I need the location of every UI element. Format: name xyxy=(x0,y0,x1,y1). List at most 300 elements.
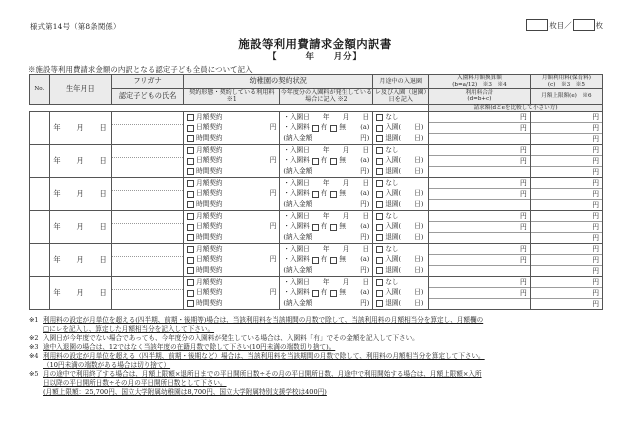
checkbox-icon-mid-in[interactable] xyxy=(376,290,383,297)
mid-in-row[interactable] xyxy=(376,156,428,166)
cell-child-name[interactable] xyxy=(112,158,183,177)
contract-daily-row[interactable] xyxy=(187,123,279,133)
amount-admission-conversion[interactable]: 円 xyxy=(429,244,530,255)
mid-none-row[interactable] xyxy=(376,212,428,222)
amount-fee-total[interactable]: 円 xyxy=(429,156,530,167)
label-yen-contract: 円 xyxy=(269,288,277,297)
checkbox-icon-fee-yes[interactable] xyxy=(312,125,319,132)
label-mid-none: なし xyxy=(385,244,399,253)
cell-left-amounts[interactable] xyxy=(429,112,531,145)
cell-furigana[interactable] xyxy=(112,211,183,224)
entry-fee-row[interactable] xyxy=(283,222,372,232)
cell-entrance-fee[interactable] xyxy=(280,178,373,211)
cell-contract-type[interactable] xyxy=(184,178,280,211)
th-spacer xyxy=(30,104,50,112)
th-monthly-fee xyxy=(530,75,602,89)
cell-right-amounts[interactable] xyxy=(530,277,602,310)
checkbox-icon-monthly[interactable] xyxy=(187,147,194,154)
amount-admission-conversion[interactable]: 円 xyxy=(429,145,530,156)
cell-contract-type[interactable] xyxy=(184,244,280,277)
payment-amount-row[interactable] xyxy=(283,233,372,243)
label-fee-mark: (a) xyxy=(360,123,370,132)
contract-hourly-row[interactable] xyxy=(187,266,279,276)
cell-left-amounts[interactable] xyxy=(429,211,531,244)
footnotes xyxy=(29,316,607,397)
label-payment-yen: 円) xyxy=(360,298,370,307)
checkbox-icon-mid-in[interactable] xyxy=(376,125,383,132)
label-mid-in: 入園( 日) xyxy=(385,156,424,165)
cell-no[interactable] xyxy=(30,277,50,310)
contract-monthly-row[interactable] xyxy=(187,245,279,255)
label-entry-date: ・入園日 年 月 日 xyxy=(283,277,370,286)
checkbox-icon-fee-yes[interactable] xyxy=(312,158,319,165)
table-row xyxy=(30,178,603,211)
cell-contract-type[interactable] xyxy=(184,145,280,178)
cell-mid-month[interactable] xyxy=(373,112,429,145)
checkbox-icon-mid-none[interactable] xyxy=(376,147,383,154)
amount-fee-total[interactable]: 円 xyxy=(429,288,530,299)
entry-date-row[interactable] xyxy=(283,278,372,288)
label-hourly-contract: 時間契約 xyxy=(196,298,223,307)
amount-monthly-fee[interactable]: 円 xyxy=(531,112,602,123)
checkbox-icon-daily[interactable] xyxy=(187,158,194,165)
cell-entrance-fee[interactable] xyxy=(280,211,373,244)
footnote-line: 入園日が今年度でない場合であっても、今年度分の入園料が発生している場合は、入園料「有」でその金額を記入して下さい。 xyxy=(43,333,419,342)
mid-none-row[interactable] xyxy=(376,179,428,189)
label-mid-in: 入園( 日) xyxy=(385,255,424,264)
cell-child-name[interactable] xyxy=(112,191,183,210)
label-fee-no: 無 xyxy=(339,156,346,165)
mid-none-row[interactable] xyxy=(376,113,428,123)
entry-date-row[interactable] xyxy=(283,212,372,222)
contract-daily-row[interactable] xyxy=(187,222,279,232)
th-spacer-3 xyxy=(112,104,184,112)
label-monthly-contract: 月額契約 xyxy=(196,145,223,154)
footnote-marker: ※1 xyxy=(29,316,39,324)
checkbox-icon-daily[interactable] xyxy=(187,191,194,198)
checkbox-icon-hourly[interactable] xyxy=(187,168,194,175)
cell-dob[interactable]: 年 月 日 xyxy=(49,112,111,145)
label-daily-contract: 日額契約 xyxy=(196,255,223,264)
cell-right-amounts[interactable] xyxy=(530,211,602,244)
mid-in-row[interactable] xyxy=(376,222,428,232)
th-monthly-fee-label: 月額利用料(保育料) xyxy=(541,75,591,81)
cell-dob[interactable]: 年 月 日 xyxy=(49,244,111,277)
th-admission-conversion xyxy=(429,75,531,89)
footnote-line: 途中入退園の場合は、12ではなく当該年度の在籍月数で除して下さい(10円未満の端数切り捨て)。 xyxy=(43,343,336,352)
cell-name[interactable] xyxy=(112,211,184,244)
label-daily-contract: 日額契約 xyxy=(196,156,223,165)
label-payment-yen: 円) xyxy=(360,166,370,175)
contract-hourly-row[interactable] xyxy=(187,200,279,210)
cell-no[interactable] xyxy=(30,211,50,244)
cell-contract-type[interactable] xyxy=(184,112,280,145)
mid-out-row[interactable] xyxy=(376,233,428,243)
checkbox-icon-daily[interactable] xyxy=(187,224,194,231)
checkbox-icon-hourly[interactable] xyxy=(187,267,194,274)
label-entry-date: ・入園日 年 月 日 xyxy=(283,145,370,154)
checkbox-icon-mid-out[interactable] xyxy=(376,234,383,241)
amount-claim[interactable]: 円 xyxy=(592,300,599,309)
label-mid-none: なし xyxy=(385,112,399,121)
amount-monthly-cap[interactable]: 円 xyxy=(531,123,602,134)
amount-admission-conversion[interactable]: 円 xyxy=(429,112,530,123)
th-contract-type-note: ※1 xyxy=(226,96,237,104)
label-payment-amount: (納入金額 xyxy=(283,232,313,241)
payment-amount-row[interactable] xyxy=(283,167,372,177)
amount-admission-conversion[interactable]: 円 xyxy=(429,178,530,189)
checkbox-icon-monthly[interactable] xyxy=(187,180,194,187)
th-contract-type-label: 契約形態・契約している利用料 xyxy=(189,89,275,97)
amount-claim-spacer xyxy=(429,266,530,276)
amount-monthly-cap[interactable]: 円 xyxy=(531,189,602,200)
label-monthly-contract: 月額契約 xyxy=(196,244,223,253)
cell-mid-month[interactable] xyxy=(373,244,429,277)
amount-claim[interactable]: 円 xyxy=(592,201,599,210)
mid-none-row[interactable] xyxy=(376,278,428,288)
label-entry-date: ・入園日 年 月 日 xyxy=(283,211,370,220)
checkbox-icon-mid-none[interactable] xyxy=(376,180,383,187)
th-fee-total-label: 利用料合計 xyxy=(465,89,494,96)
checkbox-icon-mid-in[interactable] xyxy=(376,257,383,264)
label-mid-out: 退園( 日) xyxy=(385,232,424,241)
footnote-text xyxy=(43,334,607,343)
mid-in-row[interactable] xyxy=(376,255,428,265)
label-hourly-contract: 時間契約 xyxy=(196,133,223,142)
label-fee-mark: (a) xyxy=(360,189,370,198)
cell-mid-month[interactable] xyxy=(373,277,429,310)
mid-out-row[interactable] xyxy=(376,134,428,144)
label-entry-fee: ・入園料 xyxy=(283,288,310,297)
cell-dob[interactable]: 年 月 日 xyxy=(49,277,111,310)
mid-in-row[interactable] xyxy=(376,288,428,298)
label-mid-in: 入園( 日) xyxy=(385,123,424,132)
checkbox-icon-mid-out[interactable] xyxy=(376,201,383,208)
sheet-current-box[interactable] xyxy=(526,19,548,31)
label-monthly-contract: 月額契約 xyxy=(196,277,223,286)
cell-no[interactable] xyxy=(30,244,50,277)
mid-none-row[interactable] xyxy=(376,146,428,156)
label-entry-fee: ・入園料 xyxy=(283,255,310,264)
payment-amount-row[interactable] xyxy=(283,200,372,210)
cell-entrance-fee[interactable] xyxy=(280,112,373,145)
amount-claim[interactable]: 円 xyxy=(592,168,599,177)
label-payment-amount: (納入金額 xyxy=(283,298,313,307)
cell-dob[interactable]: 年 月 日 xyxy=(49,145,111,178)
th-kindergarten-status: 幼稚園の契約状況 xyxy=(184,75,373,89)
entry-fee-row[interactable] xyxy=(283,189,372,199)
cell-name[interactable] xyxy=(112,112,184,145)
amount-fee-total[interactable]: 円 xyxy=(429,189,530,200)
claim-breakdown-table xyxy=(29,74,603,310)
cell-name[interactable] xyxy=(112,244,184,277)
cell-no[interactable] xyxy=(30,145,50,178)
label-entry-date: ・入園日 年 月 日 xyxy=(283,178,370,187)
contract-monthly-row[interactable] xyxy=(187,278,279,288)
label-mid-out: 退園( 日) xyxy=(385,166,424,175)
label-yen-contract: 円 xyxy=(269,189,277,198)
checkbox-icon-daily[interactable] xyxy=(187,125,194,132)
th-furigana: フリガナ xyxy=(112,75,184,89)
contract-monthly-row[interactable] xyxy=(187,212,279,222)
cell-child-name[interactable] xyxy=(112,224,183,243)
footnote-item xyxy=(29,370,607,396)
footnote-line: 日以降の平日開所日数÷その月の平日開所日数として下さい。 xyxy=(43,378,227,387)
label-monthly-contract: 月額契約 xyxy=(196,178,223,187)
sheet-of-label: 枚目／ xyxy=(549,20,572,30)
table-row xyxy=(30,211,603,244)
form-instruction-note: ※施設等利用費請求金額の内訳となる認定子ども全員について記入 xyxy=(28,65,253,74)
amount-monthly-fee[interactable]: 円 xyxy=(531,277,602,288)
label-payment-amount: (納入金額 xyxy=(283,199,313,208)
checkbox-icon-fee-no[interactable] xyxy=(330,224,337,231)
mid-in-row[interactable] xyxy=(376,189,428,199)
label-fee-yes: 有 xyxy=(320,156,328,165)
th-monthly-cap: 月額上限額(e) ※6 xyxy=(530,89,602,104)
checkbox-icon-hourly[interactable] xyxy=(187,135,194,142)
th-claim-amount: 請求額(dとeを比較して小さい方) xyxy=(429,104,603,112)
footnote-item xyxy=(29,352,607,369)
checkbox-icon-fee-no[interactable] xyxy=(330,125,337,132)
contract-daily-row[interactable] xyxy=(187,255,279,265)
checkbox-icon-mid-in[interactable] xyxy=(376,224,383,231)
label-entry-fee: ・入園料 xyxy=(283,222,310,231)
amount-fee-total[interactable]: 円 xyxy=(429,123,530,134)
sheet-total-box[interactable] xyxy=(573,19,595,31)
checkbox-icon-mid-in[interactable] xyxy=(376,158,383,165)
label-entry-fee: ・入園料 xyxy=(283,123,310,132)
cell-left-amounts[interactable] xyxy=(429,277,531,310)
contract-monthly-row[interactable] xyxy=(187,146,279,156)
checkbox-icon-fee-yes[interactable] xyxy=(312,290,319,297)
table-row xyxy=(30,277,603,310)
label-mid-none: なし xyxy=(385,211,399,220)
form-number: 様式第14号（第8条関係） xyxy=(30,22,121,31)
entry-date-row[interactable] xyxy=(283,146,372,156)
checkbox-icon-monthly[interactable] xyxy=(187,114,194,121)
checkbox-icon-monthly[interactable] xyxy=(187,279,194,286)
checkbox-icon-daily[interactable] xyxy=(187,290,194,297)
table-row xyxy=(30,145,603,178)
th-spacer-5 xyxy=(280,104,373,112)
checkbox-icon-mid-out[interactable] xyxy=(376,267,383,274)
contract-hourly-row[interactable] xyxy=(187,134,279,144)
th-no: No. xyxy=(30,75,50,105)
checkbox-icon-fee-yes[interactable] xyxy=(312,224,319,231)
amount-monthly-cap[interactable]: 円 xyxy=(531,222,602,233)
cell-name[interactable] xyxy=(112,277,184,310)
footnote-item xyxy=(29,334,607,343)
cell-dob[interactable]: 年 月 日 xyxy=(49,211,111,244)
footnote-line: 利用料の設定が月単位を超える（四半期、前期・後期など）場合は、当該利用料を当該期間の月数で除して、利用料の月額相当分を算定して下さい。 xyxy=(43,352,485,361)
cell-entrance-fee[interactable] xyxy=(280,145,373,178)
checkbox-icon-mid-out[interactable] xyxy=(376,300,383,307)
label-yen-contract: 円 xyxy=(269,222,277,231)
amount-monthly-fee[interactable]: 円 xyxy=(531,145,602,156)
contract-hourly-row[interactable] xyxy=(187,233,279,243)
mid-none-row[interactable] xyxy=(376,245,428,255)
checkbox-icon-monthly[interactable] xyxy=(187,213,194,220)
cell-furigana[interactable] xyxy=(112,112,183,125)
label-payment-yen: 円) xyxy=(360,265,370,274)
th-entrance-fee-label: 今年度分の入園料が発生している場合に記入 xyxy=(280,89,373,104)
cell-right-amounts[interactable] xyxy=(530,178,602,211)
checkbox-icon-mid-out[interactable] xyxy=(376,168,383,175)
checkbox-icon-mid-in[interactable] xyxy=(376,191,383,198)
label-entry-date: ・入園日 年 月 日 xyxy=(283,244,370,253)
mid-out-row[interactable] xyxy=(376,299,428,309)
contract-daily-row[interactable] xyxy=(187,189,279,199)
entry-fee-row[interactable] xyxy=(283,123,372,133)
cell-contract-type[interactable] xyxy=(184,211,280,244)
label-payment-amount: (納入金額 xyxy=(283,166,313,175)
cell-entrance-fee[interactable] xyxy=(280,277,373,310)
amount-monthly-cap[interactable]: 円 xyxy=(531,288,602,299)
checkbox-icon-mid-none[interactable] xyxy=(376,114,383,121)
entry-fee-row[interactable] xyxy=(283,156,372,166)
period-field[interactable]: 【 年 月分】 xyxy=(268,51,362,61)
label-hourly-contract: 時間契約 xyxy=(196,232,223,241)
mid-in-row[interactable] xyxy=(376,123,428,133)
label-yen-contract: 円 xyxy=(269,255,277,264)
cell-child-name[interactable] xyxy=(112,257,183,276)
payment-amount-row[interactable] xyxy=(283,134,372,144)
amount-admission-conversion[interactable]: 円 xyxy=(429,277,530,288)
checkbox-icon-mid-out[interactable] xyxy=(376,135,383,142)
checkbox-icon-fee-no[interactable] xyxy=(330,257,337,264)
cell-mid-month[interactable] xyxy=(373,145,429,178)
cell-furigana[interactable] xyxy=(112,244,183,257)
checkbox-icon-mid-none[interactable] xyxy=(376,246,383,253)
mid-out-row[interactable] xyxy=(376,200,428,210)
contract-hourly-row[interactable] xyxy=(187,167,279,177)
amount-claim[interactable]: 円 xyxy=(592,234,599,243)
checkbox-icon-fee-yes[interactable] xyxy=(312,191,319,198)
label-yen-contract: 円 xyxy=(269,156,277,165)
cell-contract-type[interactable] xyxy=(184,277,280,310)
cell-left-amounts[interactable] xyxy=(429,145,531,178)
label-fee-yes: 有 xyxy=(320,222,328,231)
label-fee-mark: (a) xyxy=(360,222,370,231)
cell-child-name[interactable] xyxy=(112,290,183,309)
cell-right-amounts[interactable] xyxy=(530,244,602,277)
table-row xyxy=(30,112,603,145)
footnote-text xyxy=(43,370,607,396)
cell-no[interactable] xyxy=(30,112,50,145)
label-hourly-contract: 時間契約 xyxy=(196,166,223,175)
entry-date-row[interactable] xyxy=(283,179,372,189)
label-entry-fee: ・入園料 xyxy=(283,156,310,165)
amount-claim-spacer xyxy=(429,233,530,243)
entry-date-row[interactable] xyxy=(283,245,372,255)
label-fee-no: 無 xyxy=(339,255,346,264)
amount-monthly-cap[interactable]: 円 xyxy=(531,255,602,266)
th-admission-conversion-formula: (b=a/12) ※3 ※4 xyxy=(452,81,507,88)
th-spacer-6 xyxy=(373,104,429,112)
cell-furigana[interactable] xyxy=(112,277,183,290)
th-dob: 生年月日 xyxy=(49,75,111,105)
contract-monthly-row[interactable] xyxy=(187,179,279,189)
cell-name[interactable] xyxy=(112,145,184,178)
cell-no[interactable] xyxy=(30,178,50,211)
checkbox-icon-fee-no[interactable] xyxy=(330,191,337,198)
label-hourly-contract: 時間契約 xyxy=(196,265,223,274)
mid-out-row[interactable] xyxy=(376,266,428,276)
checkbox-icon-mid-none[interactable] xyxy=(376,213,383,220)
checkbox-icon-fee-no[interactable] xyxy=(330,158,337,165)
checkbox-icon-daily[interactable] xyxy=(187,257,194,264)
amount-fee-total[interactable]: 円 xyxy=(429,222,530,233)
label-fee-yes: 有 xyxy=(320,189,328,198)
cell-left-amounts[interactable] xyxy=(429,178,531,211)
cell-name[interactable] xyxy=(112,178,184,211)
th-contract-type xyxy=(184,89,280,104)
amount-monthly-fee[interactable]: 円 xyxy=(531,244,602,255)
cell-right-amounts[interactable] xyxy=(530,145,602,178)
label-daily-contract: 日額契約 xyxy=(196,222,223,231)
cell-mid-month[interactable] xyxy=(373,178,429,211)
entry-date-row[interactable] xyxy=(283,113,372,123)
amount-monthly-fee[interactable]: 円 xyxy=(531,211,602,222)
label-monthly-contract: 月額契約 xyxy=(196,211,223,220)
checkbox-icon-fee-no[interactable] xyxy=(330,290,337,297)
label-fee-mark: (a) xyxy=(360,288,370,297)
contract-daily-row[interactable] xyxy=(187,288,279,298)
amount-monthly-fee[interactable]: 円 xyxy=(531,178,602,189)
amount-admission-conversion[interactable]: 円 xyxy=(429,211,530,222)
label-entry-date: ・入園日 年 月 日 xyxy=(283,112,370,121)
label-entry-fee: ・入園料 xyxy=(283,189,310,198)
th-entrance-fee xyxy=(280,89,373,104)
footnote-marker: ※3 xyxy=(29,343,39,352)
cell-dob[interactable]: 年 月 日 xyxy=(49,178,111,211)
entry-fee-row[interactable] xyxy=(283,255,372,265)
checkbox-icon-hourly[interactable] xyxy=(187,234,194,241)
contract-monthly-row[interactable] xyxy=(187,113,279,123)
th-mid-month-sub: レ及び入園（退園）日を記入 xyxy=(374,89,427,104)
amount-monthly-cap[interactable]: 円 xyxy=(531,156,602,167)
cell-right-amounts[interactable] xyxy=(530,112,602,145)
cell-child-name[interactable] xyxy=(112,125,183,144)
contract-daily-row[interactable] xyxy=(187,156,279,166)
cell-furigana[interactable] xyxy=(112,145,183,158)
amount-claim[interactable]: 円 xyxy=(592,267,599,276)
payment-amount-row[interactable] xyxy=(283,266,372,276)
table-row xyxy=(30,244,603,277)
label-mid-in: 入園( 日) xyxy=(385,222,424,231)
cell-mid-month[interactable] xyxy=(373,211,429,244)
checkbox-icon-hourly[interactable] xyxy=(187,201,194,208)
label-mid-none: なし xyxy=(385,277,399,286)
cell-left-amounts[interactable] xyxy=(429,244,531,277)
checkbox-icon-hourly[interactable] xyxy=(187,300,194,307)
checkbox-icon-fee-yes[interactable] xyxy=(312,257,319,264)
amount-claim[interactable]: 円 xyxy=(592,135,599,144)
checkbox-icon-monthly[interactable] xyxy=(187,246,194,253)
cell-entrance-fee[interactable] xyxy=(280,244,373,277)
checkbox-icon-mid-none[interactable] xyxy=(376,279,383,286)
th-spacer-4 xyxy=(184,104,280,112)
cell-furigana[interactable] xyxy=(112,178,183,191)
contract-hourly-row[interactable] xyxy=(187,299,279,309)
entry-fee-row[interactable] xyxy=(283,288,372,298)
label-fee-no: 無 xyxy=(339,288,346,297)
payment-amount-row[interactable] xyxy=(283,299,372,309)
amount-fee-total[interactable]: 円 xyxy=(429,255,530,266)
sheet-total-label: 枚 xyxy=(595,20,603,30)
page-title: 施設等利用費請求金額内訳書 xyxy=(238,37,392,51)
mid-out-row[interactable] xyxy=(376,167,428,177)
